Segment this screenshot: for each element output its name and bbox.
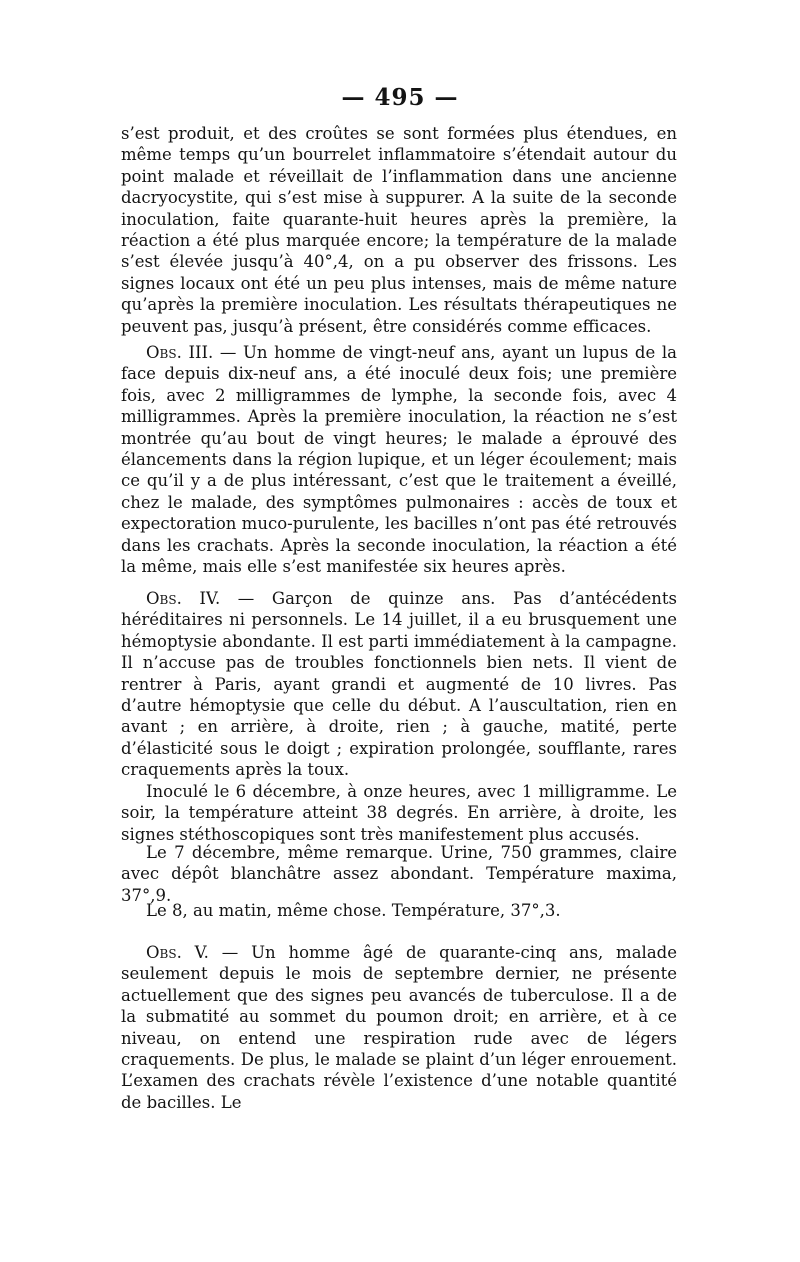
obs-4-label: Obs. IV. <box>146 589 221 608</box>
paragraph-continuation: s’est produit, et des croûtes se sont formées plus étendues, en même temps qu’un bourrelet inflammatoire s’étendait autour du point malade et réveillait de l’inflammation dans une ancienne dacryocystite, qui s’est mise à suppurer. A la suite de la seconde inoculation, faite quarante-huit heures après la première, la réaction a été plus marquée encore; la température de la malade s’est élevée jusqu’à 40°,4, on a pu observer des frissons. Les signes locaux ont été un peu plus intenses, mais de même nature qu’après la première inoculation. Les résultats thérapeutiques ne peuvent pas, jusqu’à présent, être considérés comme efficaces. <box>121 124 677 336</box>
paragraph-obs-3 <box>121 342 677 577</box>
obs-5-text: — Un homme âgé de quarante-cinq ans, malade seulement depuis le mois de septembre dernier, ne présente actuellement que des signes peu avancés de tuberculose. Il a de la submatité au sommet du poumon droit; en arrière, et à ce niveau, on entend une respiration rude avec de légers craquements. De plus, le malade se plaint d’un léger enrouement. L’examen des crachats révèle l’existence d’une notable quantité de bacilles. Le <box>121 943 677 1112</box>
obs-3-text: — Un homme de vingt-neuf ans, ayant un lupus de la face depuis dix-neuf ans, a été inoculé deux fois; une première fois, avec 2 milligrammes de lymphe, la seconde fois, avec 4 milligrammes. Après la première inoculation, la réaction ne s’est montrée qu’au bout de vingt heures; le malade a éprouvé des élancements dans la région lupique, et un léger écoulement; mais ce qu’il y a de plus intéressant, c’est que le traitement a éveillé, chez le malade, des symptômes pulmonaires : accès de toux et expectoration muco-purulente, les bacilles n’ont pas été retrouvés dans les crachats. Après la seconde inoculation, la réaction a été la même, mais elle s’est manifestée six heures après. <box>121 343 677 577</box>
obs-5-label: Obs. V. <box>146 943 209 962</box>
paragraph-7-december: Le 7 décembre, même remarque. Urine, 750 grammes, claire avec dépôt blanchâtre assez abondant. Température maxima, 37°,9. <box>121 843 677 905</box>
paragraph-8-december: Le 8, au matin, même chose. Température, 37°,3. <box>146 901 561 920</box>
obs-3-label: Obs. III. <box>146 343 214 362</box>
obs-4-text: — Garçon de quinze ans. Pas d’antécédents héréditaires ni personnels. Le 14 juillet, il a eu brusquement une hémoptysie abondante. Il est parti immédiatement à la campagne. Il n’accuse pas de troubles fonctionnels bien nets. Il vient de rentrer à Paris, ayant grandi et augmenté de 10 livres. Pas d’autre hémoptysie que celle du début. A l’auscultation, rien en avant ; en arrière, à droite, rien ; à gauche, matité, perte d’élasticité sous le doigt ; expiration prolongée, soufflante, rares craquements après la toux. <box>121 589 677 780</box>
paragraph-inoculation: Inoculé le 6 décembre, à onze heures, avec 1 milligramme. Le soir, la température atteint 38 degrés. En arrière, à droite, les signes stéthoscopiques sont très manifestement plus accusés. <box>121 782 677 844</box>
paragraph-obs-5 <box>121 942 677 1113</box>
paragraph-obs-4 <box>121 588 677 781</box>
page-number: — 495 — <box>341 84 459 111</box>
